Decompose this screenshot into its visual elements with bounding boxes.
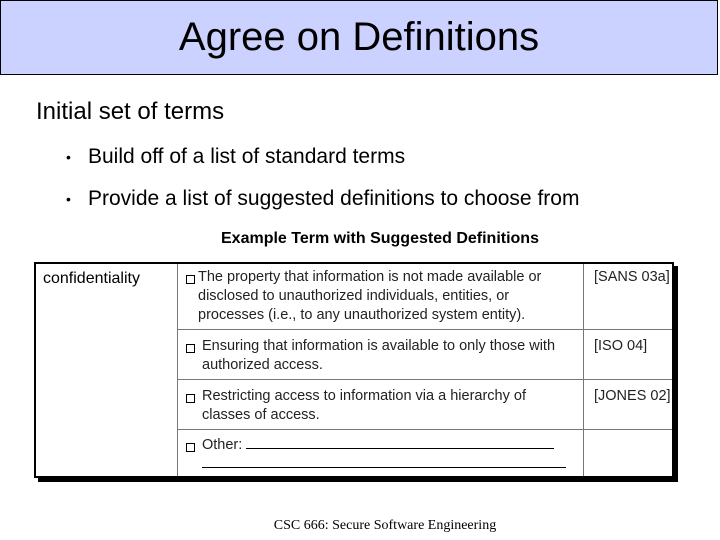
bullet-item [66,143,579,171]
bullet-text: Provide a list of suggested definitions to choose from [88,187,580,210]
table-caption: Example Term with Suggested Definitions [221,230,539,247]
definition-cell [178,380,584,429]
bullet-list [66,143,579,227]
definition-cell [178,330,584,379]
section-heading: Initial set of terms [36,98,225,125]
citation-cell: [SANS 03a] [594,269,670,285]
definition-cell [178,264,584,329]
bullet-item [66,185,579,213]
other-input-line-2[interactable] [202,467,566,468]
definition-row [178,330,672,380]
bullet-icon: • [66,149,71,165]
definition-row-other [178,430,672,476]
definition-text: Ensuring that information is available to only those with authorized access. [202,338,556,373]
definition-cell [178,430,584,476]
other-field[interactable] [202,436,573,474]
definition-row [178,264,672,330]
slide-title: Agree on Definitions [178,15,540,59]
citation-cell: [ISO 04] [594,338,648,354]
definition-row [178,380,672,430]
definition-table [34,262,674,478]
checkbox-icon[interactable] [186,275,195,284]
other-input-line-1[interactable] [246,448,554,449]
title-bar [0,0,718,75]
term-cell: confidentiality [36,264,178,476]
checkbox-icon[interactable] [186,394,195,403]
definition-text: The property that information is not made available or disclosed to unauthorized individuals, entities, or processes (i.e., to any unauthorized system entity). [198,269,542,323]
footer: CSC 666: Secure Software Engineering [273,518,497,533]
bullet-text: Build off of a list of standard terms [88,145,406,168]
checkbox-icon[interactable] [186,344,195,353]
citation-cell: [JONES 02] [594,388,671,404]
checkbox-icon[interactable] [186,443,195,452]
definition-text: Restricting access to information via a hierarchy of classes of access. [202,388,526,423]
bullet-icon: • [66,191,71,207]
citation-cell-empty [586,430,672,476]
other-label: Other: [202,437,243,453]
